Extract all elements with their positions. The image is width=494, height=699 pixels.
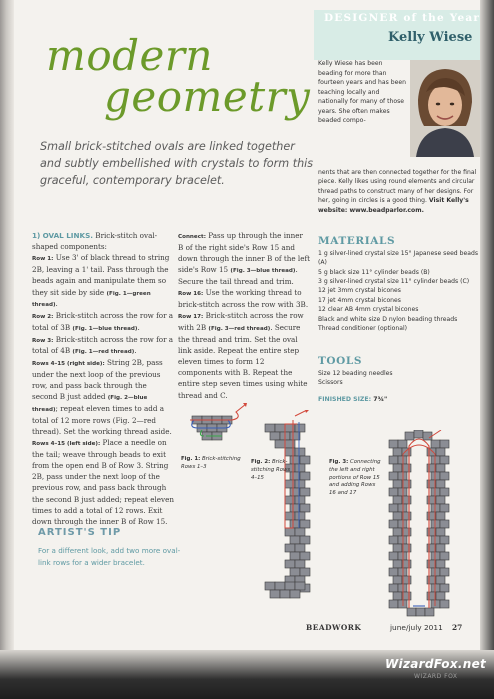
- instructions-column-2: [178, 230, 310, 401]
- materials-item: 1 g silver-lined crystal size 15° Japanese seed beads (A): [318, 250, 479, 267]
- step-end: .: [137, 322, 140, 332]
- bead: [295, 496, 305, 504]
- designer-website: Visit Kelly's website: www.beadparlor.com.: [318, 197, 469, 214]
- step-row-1: [32, 252, 174, 310]
- bead: [436, 592, 445, 600]
- step-text: Use the working thread to brick-stitch across the row with 3B.: [178, 288, 309, 309]
- bead: [290, 536, 300, 544]
- artist-tip-heading: ARTIST'S TIP: [38, 527, 122, 538]
- bead: [290, 552, 300, 560]
- article-deck: Small brick-stitched ovals are linked together and subtly embellished with crystals to form this graceful, contemporary bracelet.: [40, 140, 314, 188]
- materials-heading: MATERIALS: [318, 235, 396, 247]
- materials-item: 5 g black size 11° cylinder beads (B): [318, 268, 430, 276]
- finished-size-value: 7¾": [373, 396, 388, 403]
- step-row-3: [32, 334, 174, 357]
- figure-label: Fig. 3:: [329, 459, 349, 465]
- step-end: ; repeat eleven times to add a total of 12 more rows (Fig. 2—red thread). Set the working thread aside.: [32, 403, 172, 436]
- step-lead: Rows 4–15 (left side):: [32, 441, 101, 448]
- bead: [423, 432, 432, 440]
- bead: [389, 600, 398, 608]
- bead: [295, 528, 305, 536]
- bead: [389, 440, 398, 448]
- article-title-line1: modern: [46, 31, 213, 80]
- bead: [393, 576, 402, 584]
- figure-label: Fig. 2:: [251, 459, 271, 465]
- bead: [436, 448, 445, 456]
- bead: [389, 536, 398, 544]
- bead: [295, 424, 305, 432]
- bead: [285, 582, 295, 590]
- bead: [300, 568, 310, 576]
- bead: [425, 608, 434, 616]
- figure-reference: (Fig. 2—blue thread): [32, 395, 148, 413]
- tools-heading: TOOLS: [318, 355, 363, 367]
- folio-date: june/july 2011: [390, 623, 443, 632]
- bead: [275, 582, 285, 590]
- step-end: .: [55, 299, 58, 309]
- bead: [440, 568, 449, 576]
- materials-item: 12 jet 3mm crystal bicones: [318, 287, 401, 295]
- materials-list: [318, 249, 480, 334]
- figure-caption-text: Connecting the left and right portions of Row 15 and adding Rows 16 and 17: [329, 459, 381, 497]
- figure-3-diagram: [383, 430, 455, 620]
- bead: [440, 584, 449, 592]
- bead: [436, 464, 445, 472]
- bead: [416, 608, 425, 616]
- bead: [389, 520, 398, 528]
- step-lead: Connect:: [178, 234, 206, 240]
- designer-bio-top: Kelly Wiese has been beading for more than fourteen years and has been teaching locally and nationally for many of those years. She often makes beaded compo-: [318, 60, 406, 125]
- section-intro: [32, 230, 174, 252]
- bead: [290, 504, 300, 512]
- bead: [431, 552, 440, 560]
- bead: [393, 496, 402, 504]
- bead: [398, 488, 407, 496]
- bead: [265, 582, 275, 590]
- figure-reference: (Fig. 1—green thread): [32, 290, 151, 309]
- bead: [431, 600, 440, 608]
- figure-2-caption: [251, 459, 291, 482]
- bead: [431, 536, 440, 544]
- bead: [440, 536, 449, 544]
- bead: [431, 520, 440, 528]
- bead: [290, 472, 300, 480]
- bead: [290, 488, 300, 496]
- bead: [440, 552, 449, 560]
- bead: [431, 440, 440, 448]
- bead: [389, 504, 398, 512]
- bead: [398, 440, 407, 448]
- bead: [393, 480, 402, 488]
- bead: [300, 488, 310, 496]
- bead: [295, 560, 305, 568]
- bead: [398, 520, 407, 528]
- bead: [300, 456, 310, 464]
- figure-label: Fig. 1:: [181, 456, 201, 462]
- page-number: 27: [452, 623, 463, 632]
- figure-2-diagram: [255, 410, 325, 610]
- tools-item: Scissors: [318, 379, 343, 387]
- section-intro-text: Brick-stitch oval-shaped components:: [32, 231, 158, 252]
- bead: [431, 488, 440, 496]
- bead: [398, 536, 407, 544]
- finished-size-label: FINISHED SIZE:: [318, 396, 372, 403]
- bead: [407, 608, 416, 616]
- bead: [431, 472, 440, 480]
- bead: [295, 582, 305, 590]
- bead: [436, 576, 445, 584]
- bead: [295, 464, 305, 472]
- bead: [300, 520, 310, 528]
- bead: [436, 480, 445, 488]
- bead: [300, 472, 310, 480]
- tools-item: Size 12 beading needles: [318, 370, 393, 377]
- bead: [431, 504, 440, 512]
- bead: [295, 448, 305, 456]
- bead: [285, 528, 295, 536]
- designer-name: Kelly Wiese: [388, 30, 473, 45]
- step-text: Brick-stitch across the row for a total of 3B: [32, 311, 174, 332]
- bead: [270, 590, 280, 598]
- watermark-logo: WizardFox.net: [385, 657, 487, 671]
- figure-1-diagram: [184, 402, 254, 450]
- bead: [436, 544, 445, 552]
- step-rows-4-15-right: [32, 357, 174, 437]
- bead: [440, 472, 449, 480]
- step-lead: Row 2:: [32, 314, 54, 321]
- step-text: Brick-stitch across the row for a total of 4B: [32, 334, 174, 356]
- step-text: Pass up through the inner B of the right side's Row 15 and down through the inner B of the left side's Row 15: [178, 231, 311, 275]
- bead: [275, 440, 285, 448]
- bead: [290, 432, 300, 440]
- bead: [398, 584, 407, 592]
- bead: [440, 504, 449, 512]
- bead: [440, 440, 449, 448]
- article-title-line2: geometry: [104, 72, 311, 121]
- step-connect: [178, 230, 310, 287]
- step-text: Place a needle on the tail; weave through beads to exit from the open end B of Row 3. String 2B, pass under the next loop of the previous row, and pass back through the second B just added; repeat eleven times to add a total of 12 rows. Exit down through the inner B of Row 15.: [32, 438, 174, 527]
- bead: [405, 432, 414, 440]
- bead: [398, 472, 407, 480]
- step-lead: Row 16:: [178, 291, 204, 298]
- step-text: Use 3' of black thread to string 2B, leaving a 1' tail. Pass through the beads again and manipulate them so they sit side by side: [32, 253, 170, 297]
- bead: [431, 456, 440, 464]
- folio-magazine: BEADWORK: [306, 623, 362, 632]
- bead: [295, 480, 305, 488]
- bead: [300, 536, 310, 544]
- section-number: 1): [32, 231, 41, 240]
- figure-caption-text: Brick-stitching Rows 1–3: [181, 456, 241, 470]
- bead: [389, 568, 398, 576]
- bead: [290, 456, 300, 464]
- bead: [393, 560, 402, 568]
- bead: [290, 590, 300, 598]
- bead: [398, 568, 407, 576]
- bead: [389, 488, 398, 496]
- bead: [440, 520, 449, 528]
- step-end: . Secure the tail thread and trim.: [178, 265, 298, 286]
- page-edge-shadow: [480, 0, 494, 699]
- bead: [285, 560, 295, 568]
- bead: [389, 456, 398, 464]
- bead: [389, 584, 398, 592]
- bead: [393, 544, 402, 552]
- figure-reference: (Fig. 1—red thread): [72, 349, 135, 356]
- figure-reference: (Fig. 3—blue thread): [230, 268, 296, 275]
- figure-3-caption: [329, 459, 381, 498]
- materials-item: 3 g silver-lined crystal size 11° cylinder beads (C): [318, 278, 470, 286]
- bead: [393, 592, 402, 600]
- bead: [436, 512, 445, 520]
- bead: [290, 568, 300, 576]
- figure-1-caption: [181, 456, 251, 472]
- step-lead: Row 1:: [32, 256, 54, 263]
- page-gutter: [0, 0, 14, 699]
- figure-caption-text: Brick-stitching Rows 4–15: [251, 459, 291, 481]
- step-end: .: [134, 346, 137, 356]
- designer-photo: [410, 60, 480, 157]
- bead: [389, 552, 398, 560]
- bead: [393, 448, 402, 456]
- bead: [295, 512, 305, 520]
- step-rows-4-15-left: [32, 437, 174, 527]
- materials-item: 12 clear AB 4mm crystal bicones: [318, 306, 419, 314]
- bead: [275, 424, 285, 432]
- watermark-subtext: WIZARD FOX: [414, 673, 458, 680]
- bead: [300, 504, 310, 512]
- bead: [431, 584, 440, 592]
- bead: [393, 512, 402, 520]
- step-row-17: [178, 310, 310, 401]
- materials-item: 17 jet 4mm crystal bicones: [318, 296, 401, 304]
- bead: [436, 496, 445, 504]
- figure-reference: (Fig. 1—blue thread): [72, 325, 138, 332]
- materials-item: Thread conditioner (optional): [318, 325, 408, 333]
- bead: [393, 464, 402, 472]
- step-row-16: [178, 287, 310, 310]
- bead: [440, 456, 449, 464]
- designer-bio-text: nents that are then connected together for the final piece. Kelly likes using round elements and circular thread paths to construct many of her designs. For her, going in circles is a good thing.: [318, 169, 477, 205]
- bead: [440, 488, 449, 496]
- bead: [436, 528, 445, 536]
- step-text: Brick-stitch across the row with 2B: [178, 311, 304, 332]
- bead: [398, 456, 407, 464]
- bead: [393, 528, 402, 536]
- bead: [398, 600, 407, 608]
- bead: [436, 560, 445, 568]
- bead: [300, 552, 310, 560]
- designer-bio-bottom: [318, 168, 480, 215]
- bead: [280, 590, 290, 598]
- step-end: . Secure the thread and trim. Set the oval link aside. Repeat the entire step eleven times to form 12 components with B. Repeat the entire step seven times using white thread and C.: [178, 322, 308, 400]
- artist-tip-body: For a different look, add two more oval-link rows for a wider bracelet.: [38, 546, 181, 567]
- designer-kicker: DESIGNER of the Year: [324, 12, 481, 24]
- bead: [440, 600, 449, 608]
- bead: [431, 568, 440, 576]
- bead: [398, 504, 407, 512]
- step-lead: Row 17:: [178, 314, 204, 321]
- instructions-column-1: [32, 230, 174, 527]
- step-lead: Rows 4–15 (right side):: [32, 360, 105, 367]
- section-heading: OVAL LINKS.: [42, 231, 93, 240]
- finished-size: [318, 396, 387, 403]
- materials-item: Black and white size D nylon beading threads: [318, 315, 458, 323]
- bead: [398, 552, 407, 560]
- figure-reference: (Fig. 3—red thread): [208, 325, 271, 332]
- bead: [295, 544, 305, 552]
- bead: [290, 520, 300, 528]
- bead: [389, 472, 398, 480]
- step-lead: Row 3:: [32, 337, 54, 344]
- tools-list: [318, 369, 480, 388]
- bead: [265, 424, 275, 432]
- portrait-image: [410, 60, 480, 157]
- bead: [414, 430, 423, 438]
- step-row-2: [32, 310, 174, 333]
- step-text: String 2B, pass under the next loop of the previous row, and pass back through the second B just added: [32, 357, 163, 402]
- bead: [270, 432, 280, 440]
- bead: [285, 544, 295, 552]
